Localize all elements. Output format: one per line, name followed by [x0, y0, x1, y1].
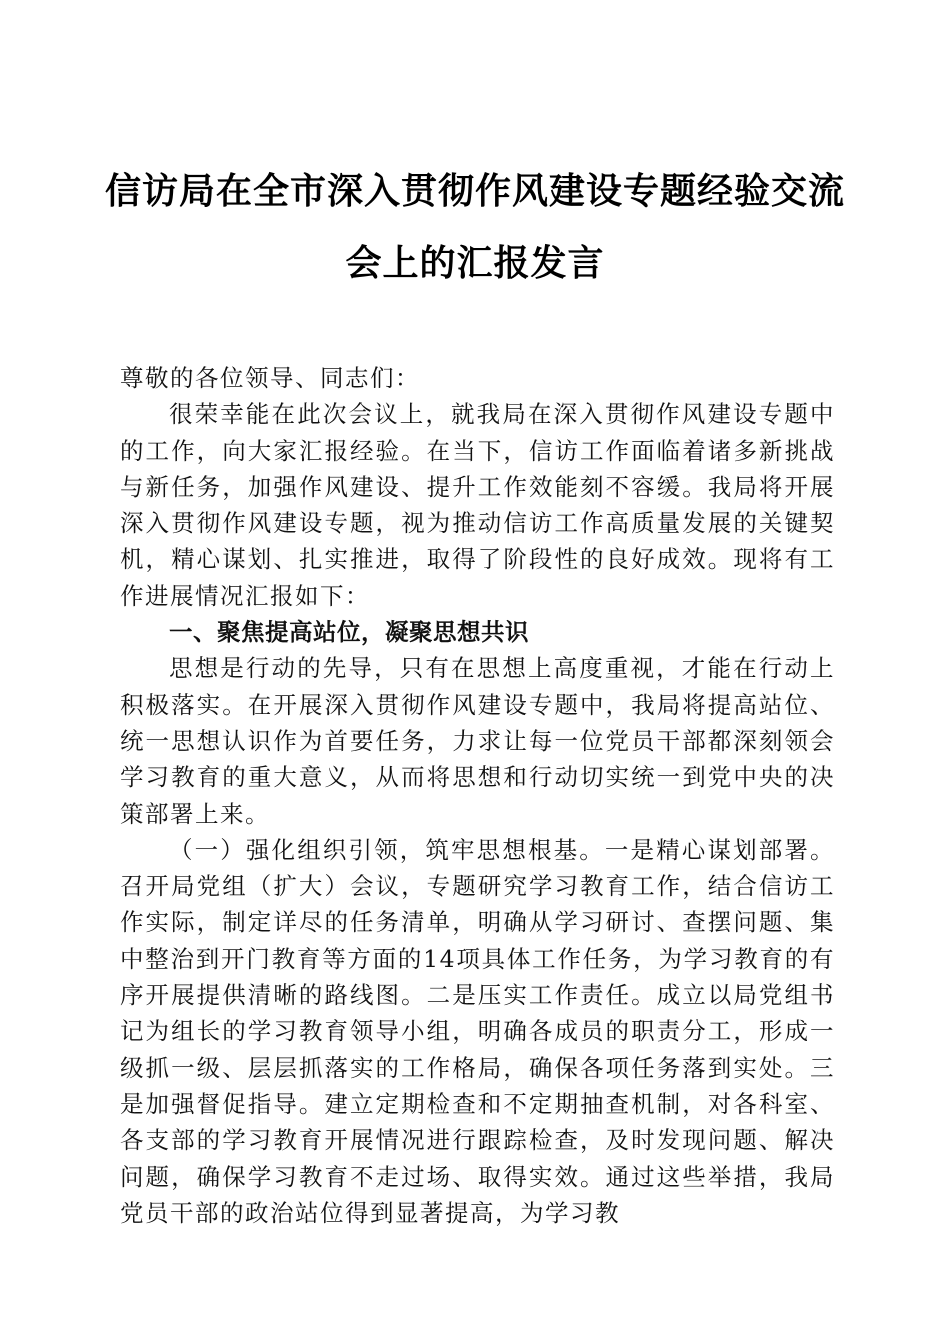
- section-1-paragraph: 思想是行动的先导，只有在思想上高度重视，才能在行动上积极落实。在开展深入贯彻作风建设专题中，我局将提高站位、统一思想认识作为首要任务，力求让每一位党员干部都深刻领会学习教育的重大意义，从而将思想和行动切实统一到党中央的决策部署上来。: [120, 654, 835, 828]
- subsection-1-paragraph: [120, 832, 835, 1231]
- subsection-1-lead: （一）强化组织引领，筑牢思想根基。: [169, 835, 605, 864]
- subsection-1-text: 一是精心谋划部署。召开局党组（扩大）会议，专题研究学习教育工作，结合信访工作实际，制定详尽的任务清单，明确从学习研讨、查摆问题、集中整治到开门教育等方面的14项具体工作任务，为学习教育的有序开展提供清晰的路线图。二是压实工作责任。成立以局党组书记为组长的学习教育领导小组，明确各成员的职责分工，形成一级抓一级、层层抓落实的工作格局，确保各项任务落到实处。三是加强督促指导。建立定期检查和不定期抽查机制，对各科室、各支部的学习教育开展情况进行跟踪检查，及时发现问题、解决问题，确保学习教育不走过场、取得实效。通过这些举措，我局党员干部的政治站位得到显著提高，为学习教: [120, 835, 836, 1227]
- section-1-heading: 一、聚焦提高站位，凝聚思想共识: [169, 618, 529, 647]
- document-title-line-1: 信访局在全市深入贯彻作风建设专题经验交流: [104, 171, 845, 212]
- document-title-line-2: 会上的汇报发言: [345, 243, 605, 284]
- document-body: [120, 360, 835, 1231]
- intro-paragraph: 很荣幸能在此次会议上，就我局在深入贯彻作风建设专题中的工作，向大家汇报经验。在当下，信访工作面临着诸多新挑战与新任务，加强作风建设、提升工作效能刻不容缓。我局将开展深入贯彻作风建设专题，视为推动信访工作高质量发展的关键契机，精心谋划、扎实推进，取得了阶段性的良好成效。现将有工作进展情况汇报如下：: [120, 400, 835, 610]
- salutation: 尊敬的各位领导、同志们：: [120, 364, 420, 392]
